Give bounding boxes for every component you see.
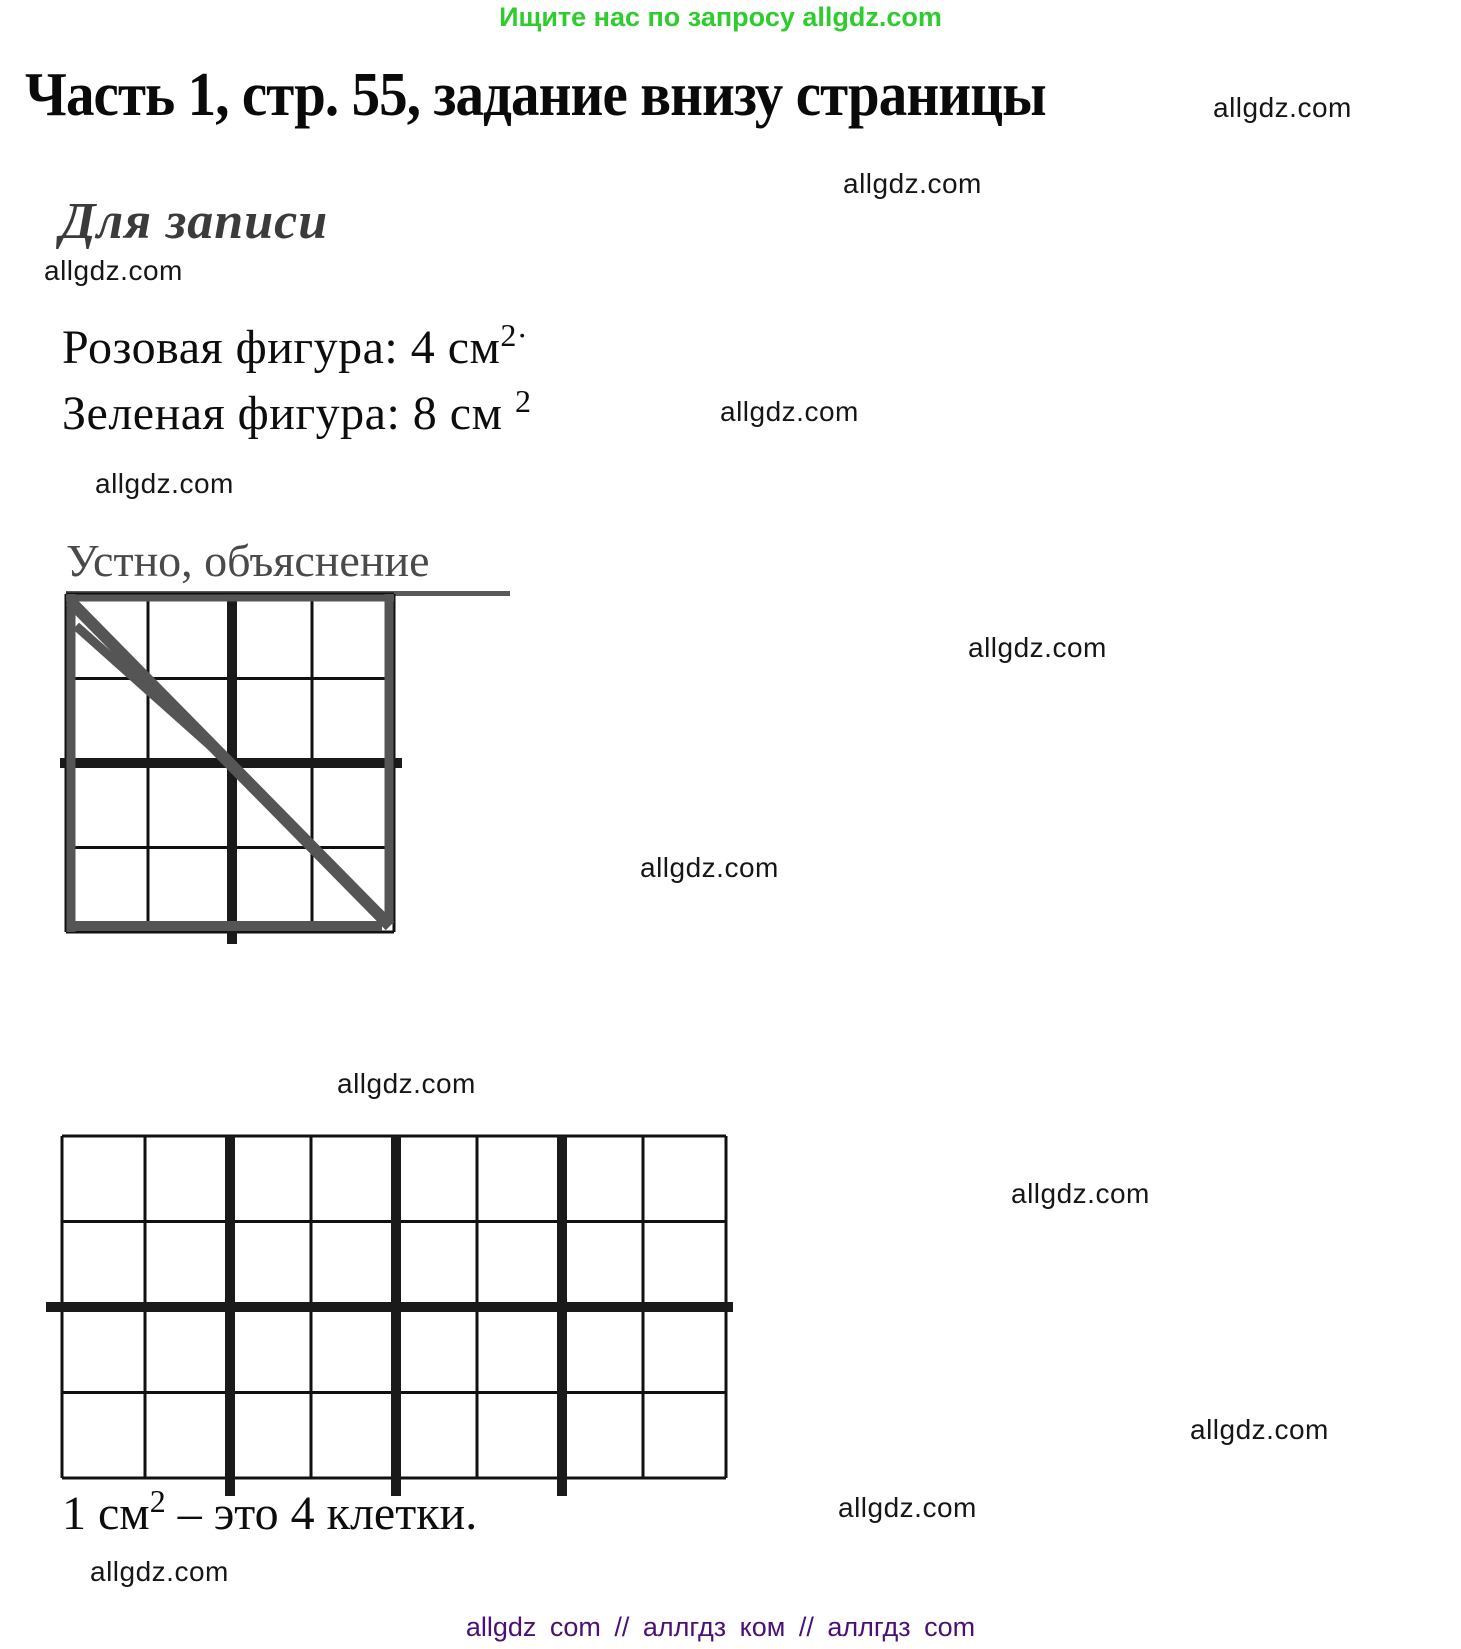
answer-pink-dot: · [516, 317, 529, 353]
watermark: allgdz.com [1011, 1178, 1150, 1209]
watermark: allgdz.com [1213, 92, 1352, 123]
section-subtitle: Для записи [60, 193, 329, 250]
site-header-text: Ищите нас по запросу allgdz.com [499, 2, 942, 32]
page-title: Часть 1, стр. 55, задание внизу страницы [25, 61, 1046, 129]
watermark: allgdz.com [44, 255, 183, 286]
square-grid-figure [56, 580, 406, 952]
answer-pink-figure [62, 317, 529, 375]
answer-pink-sup: 2 [500, 317, 517, 353]
watermark: allgdz.com [337, 1068, 476, 1099]
note-before: 1 см [62, 1487, 150, 1540]
watermark: allgdz.com [838, 1492, 977, 1523]
watermark: allgdz.com [720, 396, 859, 427]
section-heading-oral: Устно, объяснение [66, 534, 510, 596]
watermark: allgdz.com [1190, 1414, 1329, 1445]
note-sup: 2 [149, 1483, 166, 1519]
watermark: allgdz.com [640, 852, 779, 883]
answer-green-text: Зеленая фигура: 8 см [62, 387, 515, 440]
note-line [62, 1483, 478, 1541]
watermark: allgdz.com [90, 1556, 229, 1587]
answer-green-figure [62, 383, 532, 441]
note-after: – это 4 клетки. [165, 1487, 478, 1540]
watermark: allgdz.com [843, 168, 982, 199]
rect-grid-figure [36, 1120, 746, 1505]
answer-green-sup: 2 [514, 383, 532, 419]
site-footer-text: allgdz com // аллгдз ком // аллгдз com [465, 1612, 976, 1642]
watermark: allgdz.com [968, 632, 1107, 663]
watermark: allgdz.com [95, 468, 234, 499]
answer-pink-text: Розовая фигура: 4 см [62, 321, 501, 374]
gray-diagonal-second [76, 626, 232, 765]
